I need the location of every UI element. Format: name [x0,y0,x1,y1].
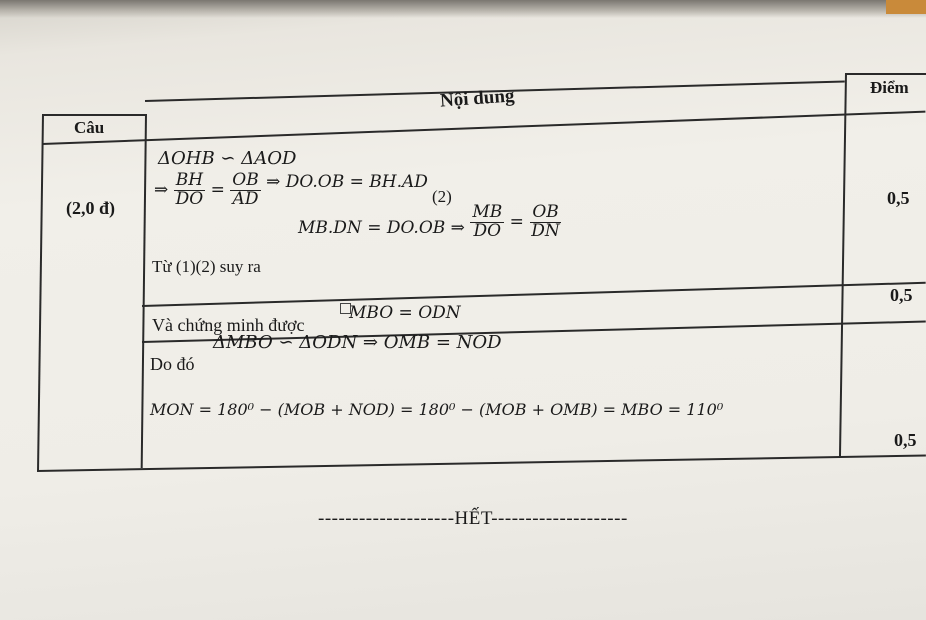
row-divider-1 [142,282,926,307]
table-top-border [42,114,145,116]
header-diem: Điểm [870,78,909,97]
conclusion-text: Từ (1)(2) suy ra [152,257,261,276]
header-noi-dung: Nội dung [439,85,516,112]
col-divider-diem [839,73,847,458]
score-row-1: 0,5 [887,188,910,208]
question-points: (2,0 đ) [66,198,115,218]
angle-mon-calculation: MON = 180⁰ − (MOB + NOD) = 180⁰ − (MOB + OMB) = MBO = 110⁰ [150,400,724,419]
angle-equality: MBO = ODN [340,303,461,323]
table-top-border-score [845,73,926,75]
proof-statement: Và chứng minh được [152,315,305,335]
table-left-border [37,114,43,470]
header-cau: Câu [74,118,105,137]
therefore-label: Do đó [150,354,195,374]
similar-triangles-ohb-aod: ΔOHB ∽ ΔAOD [158,148,297,169]
score-row-2: 0,5 [890,285,913,305]
equation-ref-2: (2) [432,187,452,206]
table-header-bottom [42,111,925,145]
score-row-3: 0,5 [894,430,917,450]
table-bottom-border [37,454,926,471]
mb-dn-equation: MB.DN = DO.OB ⇒ $\frac{MB}{DO}$ = $\frac{OB}{DN}$ [298,202,560,241]
ratio-equation-row: ⇒ $\frac{BH}{DO}$ = $\frac{OB}{AD}$ ⇒ DO.OB = BH.AD [154,170,428,209]
end-marker: --------------------HẾT-------------------- [318,508,628,529]
col-divider-cau [141,114,147,468]
similar-triangles-mbo-odn: ΔMBO ∽ ΔODN ⇒ OMB = NOD [213,332,502,353]
